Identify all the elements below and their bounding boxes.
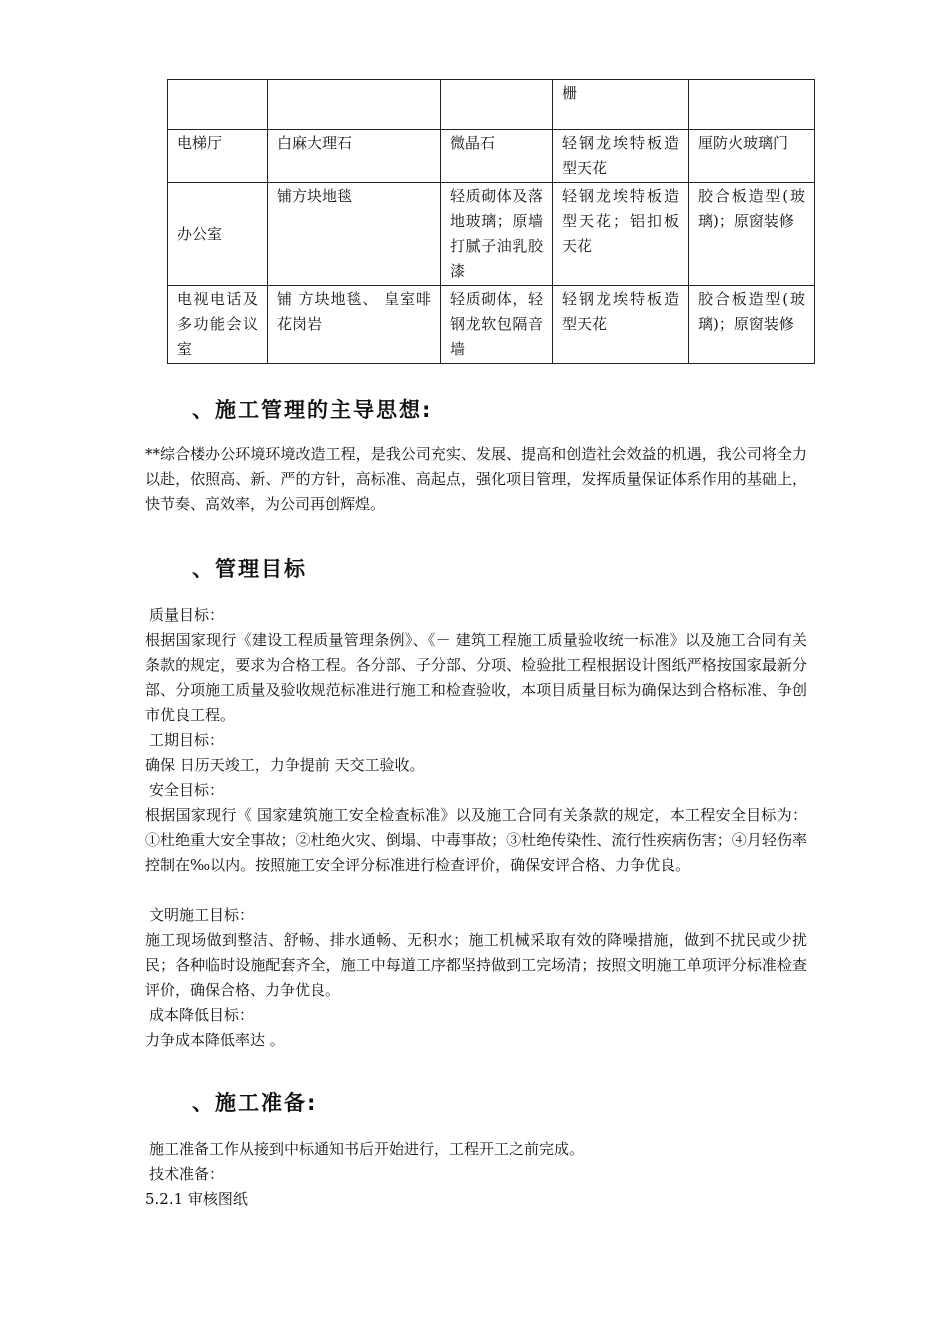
table-cell: 电视电话及多功能会议室 [168, 286, 268, 364]
technical-preparation-label: 技术准备： [149, 1165, 225, 1183]
table-cell [168, 80, 268, 130]
guiding-idea-paragraph: **综合楼办公环境环境改造工程，是我公司充实、发展、提高和创造社会效益的机遇，我公司将全力以赴，依照高、新、严的方针，高标准、高起点，强化项目管理，发挥质量保证体系作用的基础上，快节奏、高效率，为公司再创辉煌。 [145, 445, 807, 513]
section-heading-preparation: 、施工准备: [192, 1091, 318, 1115]
table-cell: 办公室 [168, 183, 268, 286]
civil-construction-goal-paragraph: 施工现场做到整洁、舒畅、排水通畅、无积水；施工机械采取有效的降噪措施，做到不扰民或少扰民；各种临时设施配套齐全，施工中每道工序都坚持做到工完场清；按照文明施工单项评分标准检查评价，确保合格、力争优良。 [145, 931, 807, 999]
table-cell: 铺方块地毯 [268, 183, 441, 286]
table-row [168, 80, 815, 130]
table-cell: 胶合板造型(玻璃)；原窗装修 [689, 286, 815, 364]
safety-goal-paragraph: 根据国家现行《 国家建筑施工安全检查标准》以及施工合同有关条款的规定，本工程安全目标为：①杜绝重大安全事故；②杜绝火灾、倒塌、中毒事故；③杜绝传染性、流行性疾病伤害；④月轻伤率控制在‰以内。按照施工安全评分标准进行检查评价，确保安评合格、力争优良。 [145, 806, 807, 874]
table-cell [268, 80, 441, 130]
preparation-intro: 施工准备工作从接到中标通知书后开始进行，工程开工之前完成。 [149, 1140, 585, 1158]
table-cell: 白麻大理石 [268, 130, 441, 183]
civil-construction-goal-label: 文明施工目标： [149, 906, 255, 924]
table-cell: 轻钢龙埃特板造型天花 [553, 130, 689, 183]
safety-goal-label: 安全目标： [149, 781, 225, 799]
quality-goal-label: 质量目标： [149, 606, 225, 624]
table-cell: 轻钢龙埃特板造型天花 [553, 286, 689, 364]
table-row [168, 286, 815, 364]
cost-goal-label: 成本降低目标： [149, 1006, 255, 1024]
section-heading-management-goals: 、管理目标 [192, 557, 307, 581]
table-cell: 厘防火玻璃门 [689, 130, 815, 183]
materials-table [167, 79, 815, 364]
quality-goal-paragraph: 根据国家现行《建设工程质量管理条例》、《－ 建筑工程施工质量验收统一标准》以及施工合同有关条款的规定，要求为合格工程。各分部、子分部、分项、检验批工程根据设计图纸严格按国家最新分部、分项施工质量及验收规范标准进行施工和检查验收，本项目质量目标为确保达到合格标准、争创市优良工程。 [145, 631, 807, 724]
table-row [168, 183, 815, 286]
cost-goal-text: 力争成本降低率达 。 [145, 1031, 285, 1049]
table-row [168, 130, 815, 183]
table-cell: 铺 方块地毯、 皇室啡花岗岩 [268, 286, 441, 364]
schedule-goal-label: 工期目标： [149, 731, 225, 749]
table-cell: 栅 [553, 80, 689, 130]
table-cell: 电梯厅 [168, 130, 268, 183]
table-cell: 胶合板造型(玻璃)；原窗装修 [689, 183, 815, 286]
table-cell: 轻质砌体，轻钢龙软包隔音墙 [441, 286, 553, 364]
table-cell: 轻质砌体及落地玻璃；原墙打腻子油乳胶漆 [441, 183, 553, 286]
table-cell [689, 80, 815, 130]
table-cell: 轻钢龙埃特板造型天花；铝扣板天花 [553, 183, 689, 286]
table-cell [441, 80, 553, 130]
table-cell: 微晶石 [441, 130, 553, 183]
subsection-review-drawings: 5.2.1 审核图纸 [145, 1190, 248, 1208]
section-heading-guiding-idea: 、施工管理的主导思想: [192, 398, 433, 422]
schedule-goal-text: 确保 日历天竣工，力争提前 天交工验收。 [145, 756, 425, 774]
